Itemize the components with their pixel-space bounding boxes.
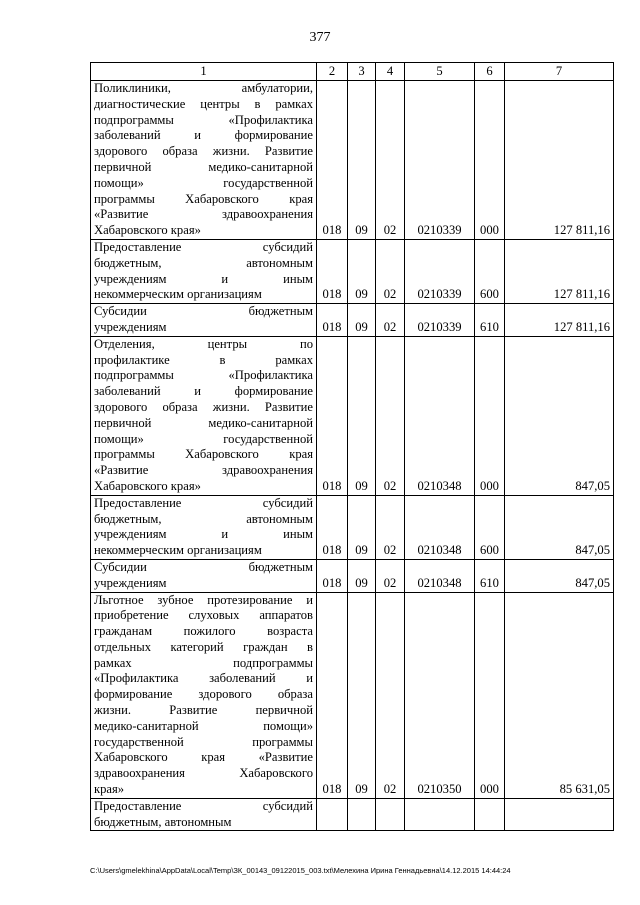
table-row <box>91 239 614 303</box>
header-cell: 6 <box>475 63 505 81</box>
cell-c2 <box>317 798 348 831</box>
cell-c7: 127 811,16 <box>505 304 614 337</box>
name-line: подпрограммы «Профилактика <box>94 368 313 383</box>
cell-c2: 018 <box>317 239 348 303</box>
name-line: «Развитие здравоохранения <box>94 463 313 478</box>
name-line: Поликлиники, амбулатории, <box>94 81 313 95</box>
cell-c2: 018 <box>317 592 348 798</box>
header-cell: 3 <box>348 63 376 81</box>
name-line: «Развитие здравоохранения <box>94 207 313 222</box>
cell-c4: 02 <box>376 239 405 303</box>
name-line: диагностические центры в рамках <box>94 96 313 111</box>
cell-c3: 09 <box>348 336 376 495</box>
name-line: первичной медико-санитарной <box>94 415 313 430</box>
name-line: медико-санитарной помощи» <box>94 718 313 733</box>
name-line: Предоставление субсидий <box>94 495 313 510</box>
name-line: формирование здорового образа <box>94 687 313 702</box>
cell-c6: 000 <box>475 336 505 495</box>
name-line: здравоохранения Хабаровского <box>94 766 313 781</box>
name-line: Хабаровского края» <box>94 223 201 238</box>
name-line: подпрограммы «Профилактика <box>94 112 313 127</box>
table-row <box>91 798 614 831</box>
cell-c6: 000 <box>475 592 505 798</box>
name-line: Субсидии бюджетным <box>94 559 313 574</box>
table-row <box>91 592 614 798</box>
name-line: отдельных категорий граждан в <box>94 639 313 654</box>
file-path-footer: C:\Users\gmelekhina\AppData\Local\Temp\ЗК_00143_09122015_003.txt\Мелехина Ирина Геннадьевна\14.12.2015 14:44:24 <box>90 866 511 875</box>
header-cell: 1 <box>91 63 317 81</box>
name-line: учреждениям <box>94 319 167 334</box>
name-line: некоммерческим организациям <box>94 543 262 558</box>
name-line: некоммерческим организациям <box>94 287 262 302</box>
cell-c2: 018 <box>317 336 348 495</box>
name-line: бюджетным, автономным <box>94 511 313 526</box>
name-line: рамках подпрограммы <box>94 655 313 670</box>
name-line: Хабаровского края» <box>94 478 201 493</box>
cell-c7: 847,05 <box>505 559 614 592</box>
cell-c5: 0210348 <box>405 559 475 592</box>
cell-c3: 09 <box>348 592 376 798</box>
page-number: 377 <box>309 30 331 45</box>
row-name-cell <box>91 798 317 831</box>
cell-c7: 847,05 <box>505 495 614 559</box>
table-row <box>91 336 614 495</box>
cell-c5: 0210339 <box>405 304 475 337</box>
cell-c6: 000 <box>475 81 505 240</box>
row-name-cell <box>91 304 317 337</box>
cell-c4: 02 <box>376 304 405 337</box>
name-line: Субсидии бюджетным <box>94 304 313 319</box>
cell-c7: 847,05 <box>505 336 614 495</box>
cell-c6 <box>475 798 505 831</box>
cell-c5: 0210339 <box>405 81 475 240</box>
cell-c3: 09 <box>348 495 376 559</box>
cell-c7 <box>505 798 614 831</box>
name-line: Отделения, центры по <box>94 336 313 351</box>
table-row <box>91 495 614 559</box>
cell-c3: 09 <box>348 304 376 337</box>
name-line: Предоставление субсидий <box>94 239 313 254</box>
name-line: помощи» государственной <box>94 175 313 190</box>
name-line: Хабаровского края «Развитие <box>94 750 313 765</box>
header-cell: 5 <box>405 63 475 81</box>
name-line: заболеваний и формирование <box>94 384 313 399</box>
budget-table <box>90 62 614 831</box>
cell-c5: 0210350 <box>405 592 475 798</box>
cell-c5: 0210348 <box>405 495 475 559</box>
name-line: жизни. Развитие первичной <box>94 703 313 718</box>
cell-c6: 600 <box>475 495 505 559</box>
name-line: программы Хабаровского края <box>94 447 313 462</box>
cell-c3: 09 <box>348 239 376 303</box>
name-line: первичной медико-санитарной <box>94 159 313 174</box>
cell-c6: 600 <box>475 239 505 303</box>
cell-c2: 018 <box>317 559 348 592</box>
cell-c2: 018 <box>317 304 348 337</box>
cell-c4: 02 <box>376 495 405 559</box>
name-line: здорового образа жизни. Развитие <box>94 399 313 414</box>
cell-c4: 02 <box>376 336 405 495</box>
row-name-cell <box>91 592 317 798</box>
table-row <box>91 304 614 337</box>
name-line: гражданам пожилого возраста <box>94 624 313 639</box>
cell-c6: 610 <box>475 559 505 592</box>
header-cell: 7 <box>505 63 614 81</box>
cell-c6: 610 <box>475 304 505 337</box>
name-line: учреждениям и иным <box>94 271 313 286</box>
cell-c7: 85 631,05 <box>505 592 614 798</box>
name-line: заболеваний и формирование <box>94 128 313 143</box>
cell-c3: 09 <box>348 81 376 240</box>
name-line: здорового образа жизни. Развитие <box>94 144 313 159</box>
name-line: края» <box>94 782 125 797</box>
name-line: Льготное зубное протезирование и <box>94 592 313 607</box>
row-name-cell <box>91 336 317 495</box>
cell-c2: 018 <box>317 81 348 240</box>
name-line: помощи» государственной <box>94 431 313 446</box>
cell-c4: 02 <box>376 559 405 592</box>
cell-c4 <box>376 798 405 831</box>
cell-c7: 127 811,16 <box>505 239 614 303</box>
name-line: учреждениям <box>94 575 167 590</box>
cell-c5: 0210348 <box>405 336 475 495</box>
table-header-row <box>91 63 614 81</box>
row-name-cell <box>91 495 317 559</box>
name-line: «Профилактика заболеваний и <box>94 671 313 686</box>
cell-c7: 127 811,16 <box>505 81 614 240</box>
cell-c4: 02 <box>376 81 405 240</box>
table-row <box>91 559 614 592</box>
cell-c5: 0210339 <box>405 239 475 303</box>
row-name-cell <box>91 81 317 240</box>
cell-c4: 02 <box>376 592 405 798</box>
name-line: государственной программы <box>94 734 313 749</box>
row-name-cell <box>91 559 317 592</box>
name-line: Предоставление субсидий <box>94 798 313 813</box>
name-line: бюджетным, автономным <box>94 814 232 829</box>
name-line: профилактике в рамках <box>94 352 313 367</box>
name-line: учреждениям и иным <box>94 527 313 542</box>
row-name-cell <box>91 239 317 303</box>
cell-c3: 09 <box>348 559 376 592</box>
name-line: программы Хабаровского края <box>94 191 313 206</box>
cell-c3 <box>348 798 376 831</box>
cell-c2: 018 <box>317 495 348 559</box>
header-cell: 4 <box>376 63 405 81</box>
cell-c5 <box>405 798 475 831</box>
header-cell: 2 <box>317 63 348 81</box>
table-row <box>91 81 614 240</box>
name-line: бюджетным, автономным <box>94 255 313 270</box>
name-line: приобретение слуховых аппаратов <box>94 608 313 623</box>
